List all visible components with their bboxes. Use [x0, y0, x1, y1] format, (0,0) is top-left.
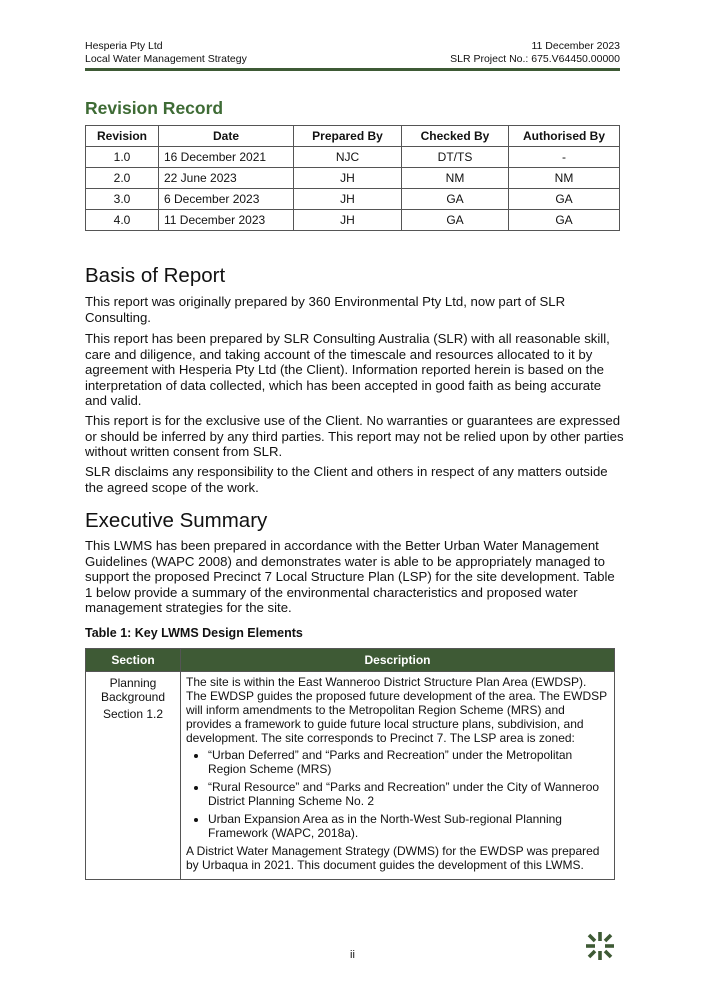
cell-checked-by: GA	[402, 189, 509, 210]
header-company: Hesperia Pty Ltd	[85, 40, 163, 52]
cell-description	[181, 672, 615, 880]
cell-authorised-by: GA	[509, 189, 620, 210]
cell-checked-by: GA	[402, 210, 509, 231]
section-name-line: Background	[100, 690, 166, 704]
executive-summary-heading: Executive Summary	[85, 509, 268, 532]
table-caption: Table 1: Key LWMS Design Elements	[85, 626, 303, 640]
table-row	[86, 147, 620, 168]
slr-logo-icon	[584, 930, 616, 962]
cell-authorised-by: -	[509, 147, 620, 168]
header-doc-title: Local Water Management Strategy	[85, 53, 247, 65]
col-prepared-by: Prepared By	[294, 126, 402, 147]
section-reference: Section 1.2	[102, 707, 164, 721]
col-date: Date	[159, 126, 294, 147]
revision-table	[85, 125, 620, 231]
cell-prepared-by: JH	[294, 189, 402, 210]
lwms-design-elements-table	[85, 648, 615, 880]
cell-checked-by: DT/TS	[402, 147, 509, 168]
cell-authorised-by: NM	[509, 168, 620, 189]
cell-date: 22 June 2023	[159, 168, 294, 189]
cell-prepared-by: JH	[294, 168, 402, 189]
cell-date: 11 December 2023	[159, 210, 294, 231]
table-row	[86, 672, 615, 880]
cell-revision: 4.0	[86, 210, 159, 231]
table-header-row	[86, 126, 620, 147]
revision-record-heading: Revision Record	[85, 98, 224, 118]
description-intro: The site is within the East Wanneroo District Structure Plan Area (EWDSP). The EWDSP guides the proposed future development of the area. The EWDSP will inform amendments to the Metropolitan Region Scheme (MRS) and provides a framework to guide future local structure plans, subdivision, and development. The site corresponds to Precinct 7. The LSP area is zoned:	[186, 675, 607, 745]
cell-section	[86, 672, 181, 880]
cell-revision: 1.0	[86, 147, 159, 168]
cell-checked-by: NM	[402, 168, 509, 189]
list-item: • Urban Expansion Area as in the North-West Sub-regional Planning Framework (WAPC, 2018a).	[208, 812, 609, 840]
header-rule	[85, 68, 620, 71]
col-revision: Revision	[86, 126, 159, 147]
cell-authorised-by: GA	[509, 210, 620, 231]
basis-paragraph: This report is for the exclusive use of the Client. No warranties or guarantees are expressed or should be inferred by any third parties. This report may not be relied upon by other parties without written consent from SLR.	[85, 413, 624, 459]
table-row	[86, 189, 620, 210]
description-outro: A District Water Management Strategy (DWMS) for the EWDSP was prepared by Urbaqua in 2021. This document guides the development of this LWMS.	[186, 844, 600, 872]
executive-paragraph: This LWMS has been prepared in accordance with the Better Urban Water Management Guidelines (WAPC 2008) and demonstrates water is able to be appropriately managed to support the proposed Precinct 7 Local Structure Plan (LSP) for the site development. Table 1 below provide a summary of the environmental characteristics and proposed water management strategies for the site.	[85, 538, 615, 615]
col-checked-by: Checked By	[402, 126, 509, 147]
basis-of-report-heading: Basis of Report	[85, 264, 226, 287]
cell-prepared-by: JH	[294, 210, 402, 231]
table-row	[86, 168, 620, 189]
basis-paragraph: SLR disclaims any responsibility to the Client and others in respect of any matters outside the agreed scope of the work.	[85, 464, 608, 495]
list-item: • “Urban Deferred” and “Parks and Recreation” under the Metropolitan Region Scheme (MRS)	[208, 748, 609, 776]
basis-paragraph: This report was originally prepared by 360 Environmental Pty Ltd, now part of SLR Consulting.	[85, 294, 566, 325]
header-project: SLR Project No.: 675.V64450.00000	[450, 53, 620, 65]
cell-revision: 3.0	[86, 189, 159, 210]
col-section: Section	[86, 649, 181, 672]
cell-prepared-by: NJC	[294, 147, 402, 168]
cell-revision: 2.0	[86, 168, 159, 189]
table-row	[86, 210, 620, 231]
page-number: ii	[350, 949, 355, 961]
basis-paragraph: This report has been prepared by SLR Consulting Australia (SLR) with all reasonable skill, care and diligence, and taking account of the timescale and resources allocated to it by agreement with Hesperia Pty Ltd (the Client). Information reported herein is based on the interpretation of data collected, which has been accepted in good faith as being accurate and valid.	[85, 331, 610, 408]
col-description: Description	[181, 649, 615, 672]
col-authorised-by: Authorised By	[509, 126, 620, 147]
zoning-list	[186, 748, 609, 840]
section-name-line: Planning	[109, 676, 157, 690]
list-item: • “Rural Resource” and “Parks and Recreation” under the City of Wanneroo District Planning Scheme No. 2	[208, 780, 609, 808]
header-date: 11 December 2023	[531, 40, 620, 52]
table-header-row	[86, 649, 615, 672]
cell-date: 16 December 2021	[159, 147, 294, 168]
cell-date: 6 December 2023	[159, 189, 294, 210]
